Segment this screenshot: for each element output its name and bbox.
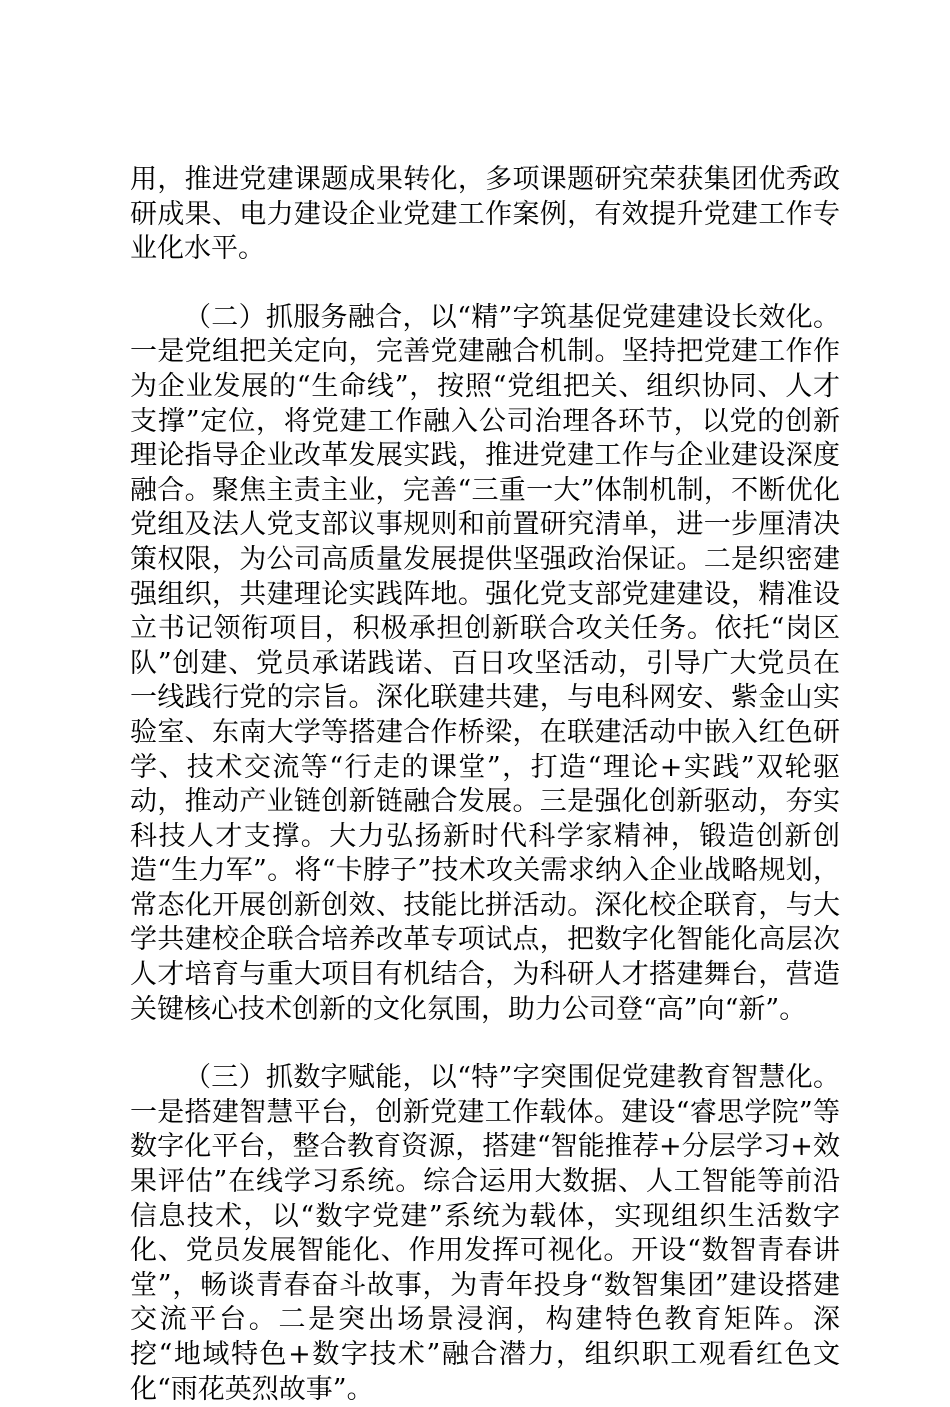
document-page bbox=[130, 163, 840, 1407]
paragraph-section-three: （三）抓数字赋能，以“特”字突围促党建教育智慧化。一是搭建智慧平台，创新党建工作载体。建设“睿思学院”等数字化平台，整合教育资源，搭建“智能推荐+分层学习+效果评估”在线学习系统。综合运用大数据、人工智能等前沿信息技术，以“数字党建”系统为载体，实现组织生活数字化、党员发展智能化、作用发挥可视化。开设“数智青春讲堂”，畅谈青春奋斗故事，为青年投身“数智集团”建设搭建交流平台。二是突出场景浸润，构建特色教育矩阵。深挖“地域特色+数字技术”融合潜力，组织职工观看红色文化“雨花英烈故事”。 bbox=[130, 1062, 840, 1405]
paragraph-continuation: 用，推进党建课题成果转化，多项课题研究荣获集团优秀政研成果、电力建设企业党建工作案例，有效提升党建工作专业化水平。 bbox=[130, 164, 840, 265]
paragraph-gap bbox=[130, 1027, 840, 1061]
paragraph-section-two: （二）抓服务融合，以“精”字筑基促党建建设长效化。一是党组把关定向，完善党建融合机制。坚持把党建工作作为企业发展的“生命线”，按照“党组把关、组织协同、人才支撑”定位，将党建工作融入公司治理各环节，以党的创新理论指导企业改革发展实践，推进党建工作与企业建设深度融合。聚焦主责主业，完善“三重一大”体制机制，不断优化党组及法人党支部议事规则和前置研究清单，进一步厘清决策权限，为公司高质量发展提供坚强政治保证。二是织密建强组织，共建理论实践阵地。强化党支部党建建设，精准设立书记领衔项目，积极承担创新联合攻关任务。依托“岗区队”创建、党员承诺践诺、百日攻坚活动，引导广大党员在一线践行党的宗旨。深化联建共建，与电科网安、紫金山实验室、东南大学等搭建合作桥梁，在联建活动中嵌入红色研学、技术交流等“行走的课堂”，打造“理论+实践”双轮驱动，推动产业链创新链融合发展。三是强化创新驱动，夯实科技人才支撑。大力弘扬新时代科学家精神，锻造创新创造“生力军”。将“卡脖子”技术攻关需求纳入企业战略规划，常态化开展创新创效、技能比拼活动。深化校企联育，与大学共建校企联合培养改革专项试点，把数字化智能化高层次人才培育与重大项目有机结合，为科研人才搭建舞台，营造关键核心技术创新的文化氛围，助力公司登“高”向“新”。 bbox=[130, 301, 840, 1025]
paragraph-gap bbox=[130, 267, 840, 301]
